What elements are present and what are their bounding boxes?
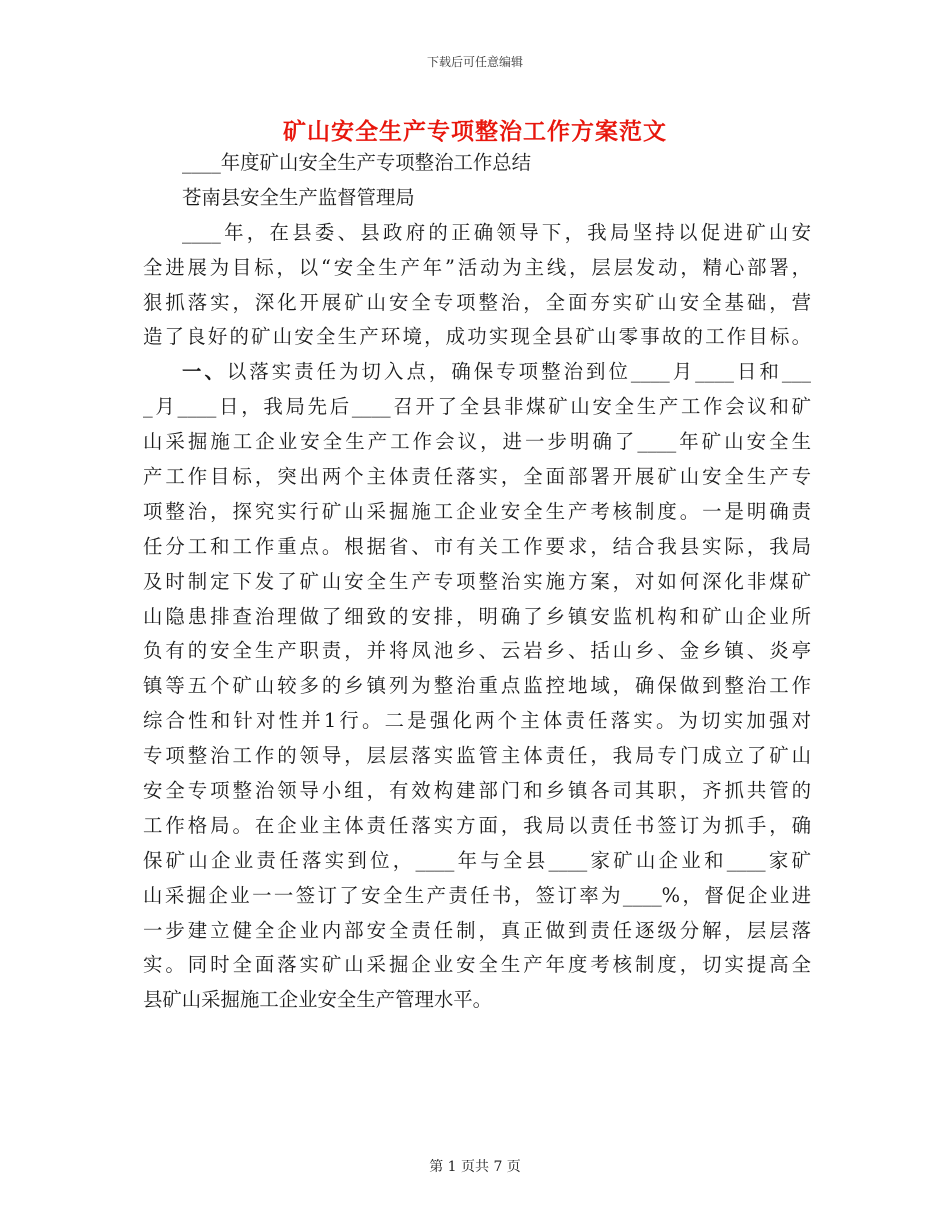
section-one-first-line — [143, 355, 811, 390]
paragraph-line: 镇等五个矿山较多的乡镇列为整治重点监控地域，确保做到整治工作 — [143, 674, 811, 698]
summary-heading: ____年度矿山安全生产专项整治工作总结 — [182, 151, 532, 174]
paragraph-line: 实。同时全面落实矿山采掘企业安全生产年度考核制度，切实提高全 — [143, 953, 811, 977]
document-body — [143, 146, 811, 1018]
paragraph-line: 任分工和工作重点。根据省、市有关工作要求，结合我县实际，我局 — [143, 534, 811, 558]
paragraph-line: ____年，在县委、县政府的正确领导下，我局坚持以促进矿山安 — [182, 220, 811, 244]
paragraph-line: 狠抓落实，深化开展矿山安全专项整治，全面夯实矿山安全基础，营 — [143, 290, 811, 314]
section-number: 一、 — [182, 360, 227, 384]
paragraph-line: 负有的安全生产职责，并将凤池乡、云岩乡、括山乡、金乡镇、炎亭 — [143, 639, 811, 663]
paragraph-line: 安全专项整治领导小组，有效构建部门和乡镇各司其职，齐抓共管的 — [143, 779, 811, 803]
paragraph-line: 工作格局。在企业主体责任落实方面，我局以责任书签订为抓手，确 — [143, 813, 811, 837]
paragraph-line: 专项整治工作的领导，层层落实监管主体责任，我局专门成立了矿山 — [143, 744, 811, 768]
paragraph-line: 造了良好的矿山安全生产环境，成功实现全县矿山零事故的工作目标。 — [143, 325, 811, 349]
paragraph-line: 综合性和针对性并1行。二是强化两个主体责任落实。为切实加强对 — [143, 709, 811, 733]
header-note: 下载后可任意编辑 — [426, 55, 523, 69]
paragraph-line: 保矿山企业责任落实到位，____年与全县____家矿山企业和____家矿 — [143, 848, 811, 872]
paragraph-line: _月____日，我局先后____召开了全县非煤矿山安全生产工作会议和矿 — [143, 395, 811, 419]
paragraph-line: 山隐患排查治理做了细致的安排，明确了乡镇安监机构和矿山企业所 — [143, 604, 811, 628]
issuing-bureau: 苍南县安全生产监督管理局 — [182, 185, 415, 209]
paragraph-line: 全进展为目标，以“安全生产年”活动为主线，层层发动，精心部署， — [143, 255, 811, 279]
paragraph-line: 山采掘施工企业安全生产工作会议，进一步明确了____年矿山安全生 — [143, 430, 811, 454]
paragraph-line: 产工作目标，突出两个主体责任落实，全面部署开展矿山安全生产专 — [143, 465, 811, 489]
paragraph-line: 县矿山采掘施工企业安全生产管理水平。 — [143, 988, 493, 1012]
document-title: 矿山安全生产专项整治工作方案范文 — [283, 118, 667, 145]
paragraph-line: 山采掘企业一一签订了安全生产责任书，签订率为____%，督促企业进 — [143, 883, 811, 907]
paragraph-line: 及时制定下发了矿山安全生产专项整治实施方案，对如何深化非煤矿 — [143, 569, 811, 593]
section-one-text: 以落实责任为切入点，确保专项整治到位____月____日和___ — [226, 360, 811, 384]
paragraph-line: 项整治，探究实行矿山采掘施工企业安全生产考核制度。一是明确责 — [143, 499, 811, 523]
paragraph-line: 一步建立健全企业内部安全责任制，真正做到责任逐级分解，层层落 — [143, 918, 811, 942]
page-footer: 第 1 页共 7 页 — [429, 1159, 521, 1175]
